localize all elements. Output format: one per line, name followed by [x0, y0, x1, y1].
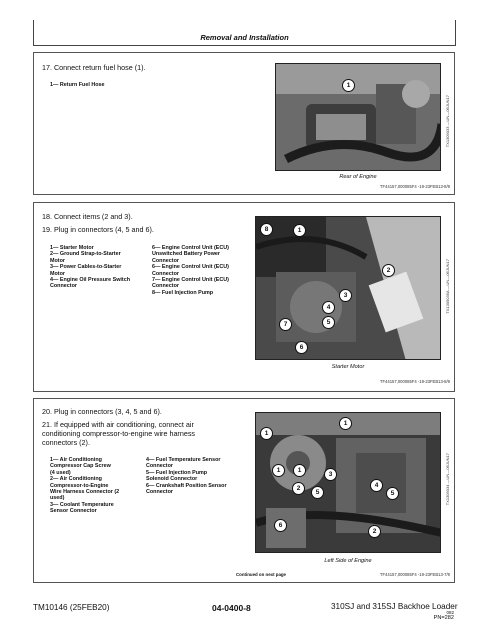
legend-item: 5— Fuel Injection Pump [146, 469, 208, 476]
legend-item: Solenoid Connector [146, 476, 198, 483]
legend-item: 8— Fuel Injection Pump [152, 289, 214, 296]
step-text: 19. Plug in connectors (4, 5 and 6). [42, 225, 154, 234]
legend-item: Wire Harness Connector (2 [50, 489, 120, 496]
legend-item: Connector [152, 270, 179, 277]
callout-1: 1 [293, 464, 306, 477]
legend-item: 6— Crankshaft Position Sensor [146, 482, 227, 489]
footer-model: 310SJ and 315SJ Backhoe Loader [331, 602, 458, 611]
legend-item: 4— Engine Oil Pressure Switch [50, 277, 130, 284]
legend-item: Motor [50, 257, 65, 264]
step-text: connectors (2). [42, 438, 90, 447]
callout-2: 2 [292, 482, 305, 495]
step-text: 18. Connect items (2 and 3). [42, 212, 133, 221]
legend-item: used) [50, 495, 65, 502]
legend-item: Connector [50, 283, 77, 290]
step-text: conditioning compressor-to-engine wire harness [42, 429, 196, 438]
engine-photo-image [276, 64, 441, 171]
legend-item: (4 used) [50, 469, 71, 476]
legend-item: 2— Ground Strap-to-Starter [50, 251, 121, 258]
legend-left [50, 457, 119, 515]
callout-2: 2 [368, 525, 381, 538]
footer-section-number: 04-0400-8 [212, 603, 251, 613]
left-side-photo-image [256, 413, 441, 553]
legend-right [152, 245, 229, 296]
starter-photo-image [256, 217, 441, 360]
callout-6: 6 [274, 519, 287, 532]
photo-rear-of-engine [275, 63, 441, 171]
callout-8: 8 [260, 223, 273, 236]
legend-item: Unswitched Battery Power [152, 251, 220, 258]
callout-1: 1 [260, 427, 273, 440]
section-return-fuel-hose [33, 52, 455, 195]
header-rule-bottom [33, 45, 456, 46]
legend-item: 3— Power Cables-to-Starter [50, 264, 122, 271]
page-header-title: Removal and Installation [200, 33, 289, 42]
photo-caption: Starter Motor [331, 364, 365, 370]
reference-code: TF44157,000085F4 -19-23FEB13-7/9 [379, 572, 450, 577]
callout-3: 3 [339, 289, 352, 302]
legend-item: Compressor-to-Engine [50, 482, 109, 489]
callout-4: 4 [322, 301, 335, 314]
legend-item: Sensor Connector [50, 508, 97, 515]
legend-item: 7— Engine Control Unit (ECU) [152, 277, 229, 284]
callout-7: 7 [279, 318, 292, 331]
footer-page: 082 [446, 610, 454, 615]
step-text: 21. If equipped with air conditioning, connect air [42, 420, 194, 429]
legend-item: Connector [152, 257, 179, 264]
footer-pn: PN=282 [433, 615, 454, 621]
callout-1: 1 [293, 224, 306, 237]
figure-id: TX1309035A —UN—06JUN17 [445, 259, 450, 314]
callout-5: 5 [322, 316, 335, 329]
photo-caption: Left Side of Engine [324, 558, 372, 564]
legend-item: Motor [50, 270, 65, 277]
callout-3: 3 [324, 468, 337, 481]
callout-5: 5 [311, 486, 324, 499]
legend-right [146, 457, 227, 495]
legend-item: Connector [146, 489, 173, 496]
photo-left-side-engine [255, 412, 441, 553]
legend-left [50, 245, 130, 290]
legend-item: 4— Fuel Temperature Sensor [146, 457, 221, 463]
legend-item: Connector [146, 463, 173, 470]
step-text: 17. Connect return fuel hose (1). [42, 63, 146, 72]
legend-item: Compressor Cap Screw [50, 463, 111, 470]
legend-item: 6— Engine Control Unit (ECU) [152, 245, 229, 251]
callout-2: 2 [382, 264, 395, 277]
figure-id: TX1309033 —UN—06JUN17 [445, 95, 450, 148]
callout-5: 5 [386, 487, 399, 500]
callout-6: 6 [295, 341, 308, 354]
photo-starter-motor [255, 216, 441, 360]
reference-code: TF44157,000085F4 -19-23FEB13-8/9 [379, 184, 450, 189]
section-starter-motor [33, 202, 455, 392]
legend-item: 1— Starter Motor [50, 245, 94, 251]
legend-item: 1— Return Fuel Hose [50, 82, 105, 88]
legend-item: 3— Coolant Temperature [50, 501, 114, 508]
figure-id: TX1309034 —UN—06JUN17 [445, 453, 450, 506]
legend-item: 2— Air Conditioning [50, 476, 102, 483]
legend-item: Connector [152, 283, 179, 290]
callout-4: 4 [370, 479, 383, 492]
footer-doc-id: TM10146 (25FEB20) [33, 603, 110, 612]
callout-1: 1 [272, 464, 285, 477]
legend-item: 1— Air Conditioning [50, 457, 102, 463]
legend-item: 6— Engine Control Unit (ECU) [152, 264, 229, 271]
photo-caption: Rear of Engine [339, 174, 377, 180]
callout-1: 1 [339, 417, 352, 430]
callout-1: 1 [342, 79, 355, 92]
legend [50, 82, 105, 88]
section-left-side-engine [33, 398, 455, 583]
continued-note: Continued on next page [236, 572, 287, 577]
reference-code: TF44157,000085F4 -19-23FEB13-8/9 [379, 379, 450, 384]
step-text: 20. Plug in connectors (3, 4, 5 and 6). [42, 407, 162, 416]
